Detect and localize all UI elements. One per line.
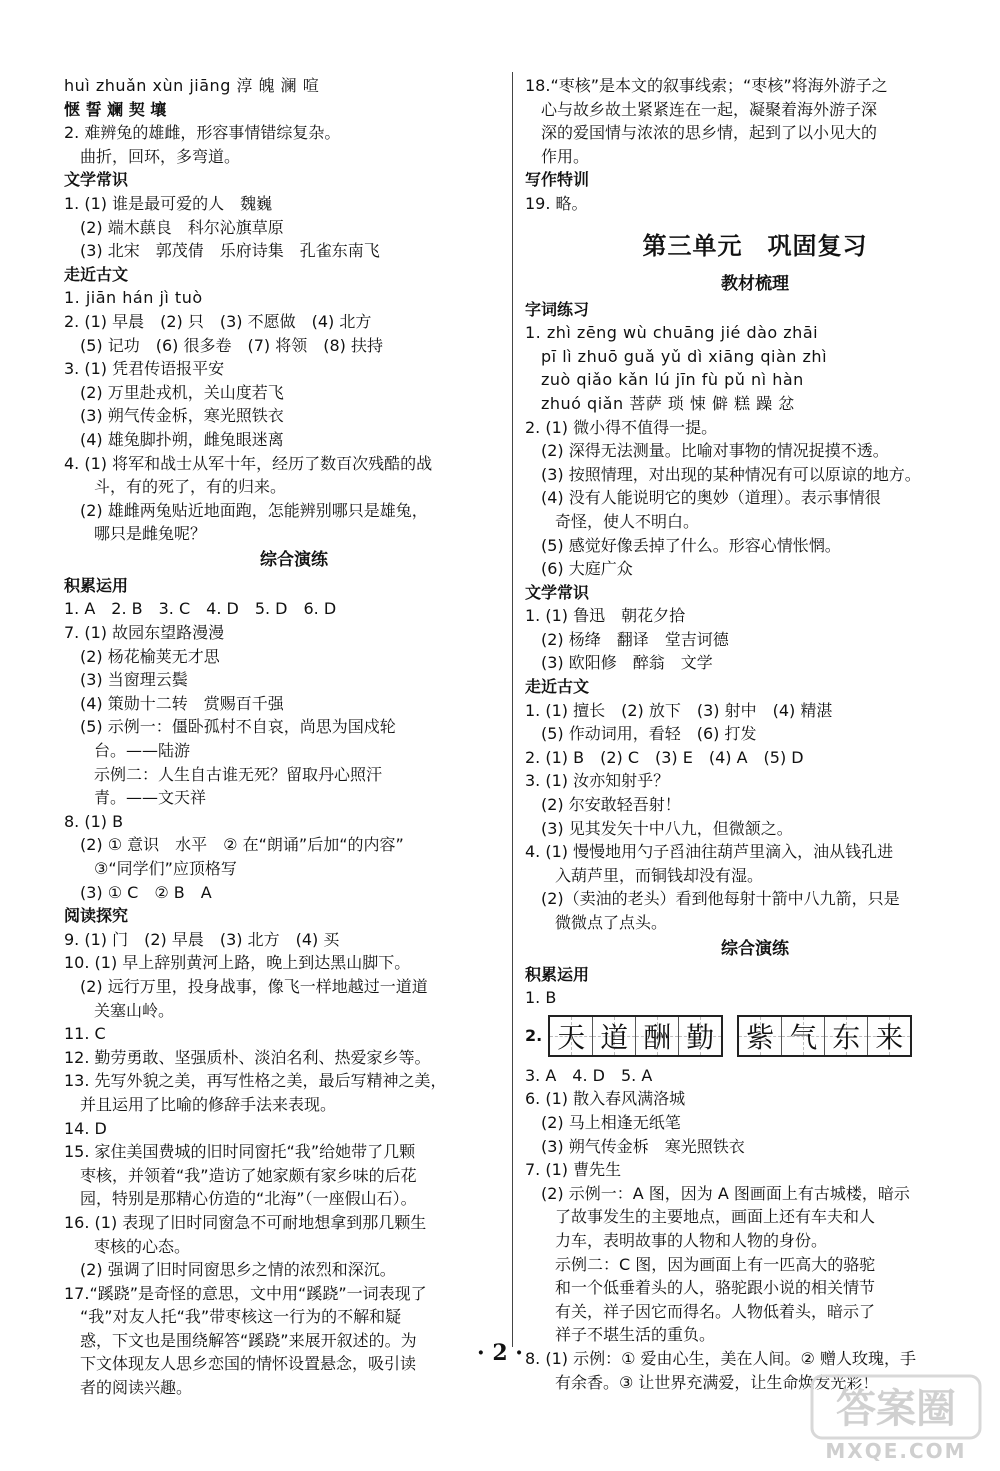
left-line: 园，特别是那精心仿造的“北海”（一座假山石）。 [80, 1189, 417, 1209]
grid-char: 道 [600, 1020, 629, 1054]
grid-cell [636, 1017, 679, 1055]
left-line: 14. D [64, 1118, 107, 1138]
right-mid-line: 1. (1) 鲁迅 朝花夕拾 [525, 606, 686, 626]
left-line: 3. (1) 凭君传语报平安 [64, 359, 225, 379]
left-line: (5) 示例一：僵卧孤村不自哀，尚思为国戍轮 [80, 717, 396, 737]
left-line: (3) ① C ② B A [80, 882, 212, 902]
grid-char: 勤 [686, 1020, 715, 1054]
textbook-section-title: 教材梳理 [721, 273, 789, 294]
q2-label: 2. [525, 1026, 543, 1046]
right-mid-line: 奇怪，使人不明白。 [555, 511, 700, 531]
grid-char: 东 [832, 1020, 861, 1054]
left-line: 2. (1) 早晨 (2) 只 (3) 不愿做 (4) 北方 [64, 311, 372, 331]
left-line: 7. (1) 故园东望路漫漫 [64, 623, 225, 643]
right-mid-line: 入葫芦里，而铜钱却没有湿。 [555, 865, 764, 885]
left-line: 4. (1) 将军和战士从军十年，经历了数百次残酷的战 [64, 453, 433, 473]
grid-char: 酬 [643, 1020, 672, 1054]
left-line: huì zhuǎn xùn jiāng 淳 魄 澜 喧 [64, 76, 320, 95]
right-bottom-line: 和一个低垂着头的人，骆驼跟小说的相关情节 [555, 1278, 876, 1298]
right-bottom-line: 有关，祥子因它而得名。人物低着头，暗示了 [555, 1301, 876, 1321]
right-mid-line: (2)（卖油的老头）看到他每射十箭中八九箭，只是 [541, 889, 900, 909]
grid-char: 天 [557, 1020, 586, 1054]
left-line: 枣核，并领着“我”造访了她家颇有家乡味的后花 [80, 1165, 417, 1185]
right-bottom-line: (2) 示例一：A 图，因为 A 图画面上有古城楼，暗示 [541, 1183, 910, 1203]
right-mid-line: (5) 感觉好像丢掉了什么。形容心情怅惘。 [541, 535, 841, 555]
left-line: 青。——文天祥 [94, 788, 207, 808]
left-column [64, 74, 524, 1400]
left-line: 12. 勤劳勇敢、坚强质朴、淡泊名利、热爱家乡等。 [64, 1047, 431, 1067]
character-grid [525, 1014, 985, 1058]
accumulate-heading: 积累运用 [525, 964, 590, 984]
left-line: 1. A 2. B 3. C 4. D 5. D 6. D [64, 599, 337, 619]
left-line: (2) 远行万里，投身战事，像飞一样地越过一道道 [80, 976, 428, 996]
left-line: 11. C [64, 1024, 106, 1044]
grid-cell [593, 1017, 636, 1055]
grid-cell [782, 1017, 825, 1055]
right-bottom-line: 6. (1) 散入春风满洛城 [525, 1089, 686, 1109]
left-line: 示例二：人生自古谁无死？留取丹心照汗 [94, 764, 383, 784]
right-bottom-line: 示例二：C 图，因为画面上有一匹高大的骆驼 [555, 1254, 876, 1274]
left-line: 1. jiān hán jì tuò [64, 288, 203, 308]
left-line: 者的阅读兴趣。 [80, 1378, 193, 1398]
left-line: (2) 雄雌两兔贴近地面跑，怎能辨别哪只是雄兔， [80, 500, 428, 520]
right-top-line: 心与故乡故土紧紧连在一起，凝聚着海外游子深 [541, 99, 878, 119]
right-mid-line: (3) 欧阳修 醉翁 文学 [541, 653, 713, 673]
left-line: 惬 誓 斓 契 壤 [64, 99, 167, 119]
right-top-line: 19. 略。 [525, 193, 588, 213]
q1-answer: 1. B [525, 988, 557, 1008]
right-mid-line: (4) 没有人能说明它的奥妙（道理）。表示事情很 [541, 488, 881, 508]
watermark-bottom: MXQE.COM [825, 1439, 967, 1463]
right-mid-line: 走近古文 [525, 677, 590, 697]
left-line: 并且运用了比喻的修辞手法来表现。 [80, 1094, 337, 1114]
right-mid-line: 3. (1) 汝亦知射乎？ [525, 771, 670, 791]
left-line: 综合演练 [260, 549, 328, 570]
left-line: 关塞山岭。 [94, 1000, 175, 1020]
right-mid-line: 字词练习 [525, 299, 590, 319]
grid-cell [825, 1017, 868, 1055]
right-column [525, 74, 985, 1394]
right-top-line: 作用。 [541, 146, 590, 166]
left-line: (2) 端木蕻良 科尔沁旗草原 [80, 217, 284, 237]
left-line: 枣核的心态。 [94, 1236, 191, 1256]
watermark-top: 答案圈 [836, 1386, 956, 1432]
right-mid-line: (2) 杨绛 翻译 堂吉诃德 [541, 629, 729, 649]
right-mid-line: (3) 见其发矢十中八九，但微颔之。 [541, 818, 793, 838]
right-mid-line: (6) 大庭广众 [541, 559, 633, 579]
left-line: (2) 万里赴戎机，关山度若飞 [80, 382, 284, 402]
left-line: 17.“蹊跷”是奇怪的意思，文中用“蹊跷”一词表现了 [64, 1283, 427, 1303]
grid-char: 来 [875, 1020, 904, 1054]
watermark-logo [810, 1372, 982, 1464]
right-mid-line: (2) 尔安敢轻吾射！ [541, 795, 681, 815]
right-bottom-line: (2) 马上相逢无纸笔 [541, 1112, 681, 1132]
right-mid-line: 2. (1) B (2) C (3) E (4) A (5) D [525, 747, 804, 767]
grid-cell [679, 1017, 721, 1055]
left-line: (2) 强调了旧时同窗思乡之情的浓烈和深沉。 [80, 1260, 396, 1280]
left-line: (2) 杨花榆荚无才思 [80, 646, 220, 666]
left-line: 惑，下文也是围绕解答“蹊跷”来展开叙述的。为 [80, 1330, 417, 1350]
right-mid-line: (2) 深得无法测量。比喻对事物的情况捉摸不透。 [541, 441, 889, 461]
right-mid-line: 1. zhì zēng wù chuāng jié dào zhāi [525, 323, 819, 343]
right-top-line: 深的爱国情与浓浓的思乡情，起到了以小见大的 [541, 123, 878, 143]
left-line: (4) 策勋十二转 赏赐百千强 [80, 693, 284, 713]
left-line: (5) 记功 (6) 很多卷 (7) 将领 (8) 扶持 [80, 335, 384, 355]
left-line: 走近古文 [64, 264, 129, 284]
grid-group-1 [548, 1015, 723, 1057]
left-line: 8. (1) B [64, 811, 124, 831]
left-line: (2) ① 意识 水平 ② 在“朗诵”后加“的内容” [80, 835, 404, 855]
left-line: 下文体现友人思乡恋国的情怀设置悬念，吸引读 [80, 1354, 417, 1374]
left-line: 曲折，回环，多弯道。 [80, 146, 241, 166]
left-line: 阅读探究 [64, 906, 129, 926]
right-bottom-line: 3. A 4. D 5. A [525, 1065, 653, 1085]
practice-section-title: 综合演练 [721, 938, 789, 959]
right-mid-line: 文学常识 [525, 582, 590, 602]
grid-group-2 [737, 1015, 912, 1057]
right-mid-line: (5) 作动词用，看轻 (6) 打发 [541, 724, 757, 744]
right-mid-line: zhuó qiǎn 菩萨 琐 悚 僻 糕 躁 忿 [541, 393, 795, 413]
right-bottom-line: 7. (1) 曹先生 [525, 1160, 622, 1180]
right-bottom-line: 有余香。③ 让世界充满爱，让生命焕发光彩！ [555, 1372, 879, 1392]
right-mid-line: 2. (1) 微小得不值得一提。 [525, 417, 718, 437]
left-line: 文学常识 [64, 170, 129, 190]
right-mid-line: (3) 按照情理，对出现的某种情况有可以原谅的地方。 [541, 464, 921, 484]
left-line: 15. 家住美国费城的旧时同窗托“我”给她带了几颗 [64, 1142, 416, 1162]
right-mid-line: zuò qiǎo kǎn lú jīn fù pǔ nì hàn [541, 370, 804, 390]
left-line: 哪只是雌兔呢？ [94, 524, 207, 544]
unit-title: 第三单元 巩固复习 [642, 231, 868, 260]
left-line: 13. 先写外貌之美，再写性格之美，最后写精神之美， [64, 1071, 447, 1091]
right-top-line: 写作特训 [525, 170, 590, 190]
left-line: 1. (1) 谁是最可爱的人 魏巍 [64, 193, 273, 213]
right-mid-line: 4. (1) 慢慢地用勺子舀油往葫芦里滴入，油从钱孔进 [525, 842, 894, 862]
grid-cell [550, 1017, 593, 1055]
left-line: “我”对友人托“我”带枣核这一行为的不解和疑 [80, 1307, 402, 1327]
left-line: (4) 雄兔脚扑朔，雌兔眼迷离 [80, 429, 284, 449]
right-mid-line: pī lì zhuō guǎ yǔ dì xiāng qiàn zhì [541, 346, 828, 366]
left-line: 10. (1) 早上辞别黄河上路，晚上到达黑山脚下。 [64, 953, 411, 973]
right-mid-block [525, 298, 985, 935]
left-line: (3) 当窗理云鬓 [80, 670, 188, 690]
left-line: 2. 难辨兔的雄雌，形容事情错综复杂。 [64, 123, 341, 143]
left-line: (3) 朔气传金柝，寒光照铁衣 [80, 406, 284, 426]
grid-char: 紫 [746, 1020, 775, 1054]
grid-cell [868, 1017, 910, 1055]
right-bottom-line: 8. (1) 示例：① 爱由心生，美在人间。② 赠人玫瑰，手 [525, 1348, 916, 1368]
right-bottom-line: (3) 朔气传金柝 寒光照铁衣 [541, 1136, 745, 1156]
left-line: 积累运用 [64, 575, 129, 595]
left-line: 斗，有的死了，有的归来。 [94, 477, 287, 497]
left-line: 16. (1) 表现了旧时同窗急不可耐地想拿到那几颗生 [64, 1212, 427, 1232]
right-top-block [525, 74, 985, 216]
right-top-line: 18.“枣核”是本文的叙事线索；“枣核”将海外游子之 [525, 76, 888, 95]
right-bottom-line: 祥子不堪生活的重负。 [555, 1325, 716, 1345]
right-bottom-line: 力车，表明故事的人物和人物的身份。 [555, 1230, 828, 1250]
left-line: (3) 北宋 郭茂倩 乐府诗集 孔雀东南飞 [80, 241, 380, 261]
right-mid-line: 微微点了点头。 [555, 913, 668, 932]
right-bottom-line: 了故事发生的主要地点，画面上还有车夫和人 [555, 1207, 876, 1227]
grid-cell [739, 1017, 782, 1055]
right-mid-line: 1. (1) 擅长 (2) 放下 (3) 射中 (4) 精湛 [525, 700, 833, 720]
left-line: ③“同学们”应顶格写 [94, 859, 237, 878]
left-line: 台。——陆游 [94, 741, 191, 761]
left-line: 9. (1) 门 (2) 早晨 (3) 北方 (4) 买 [64, 929, 340, 949]
grid-char: 气 [789, 1020, 818, 1054]
page-number: · 2 · [477, 1340, 523, 1366]
